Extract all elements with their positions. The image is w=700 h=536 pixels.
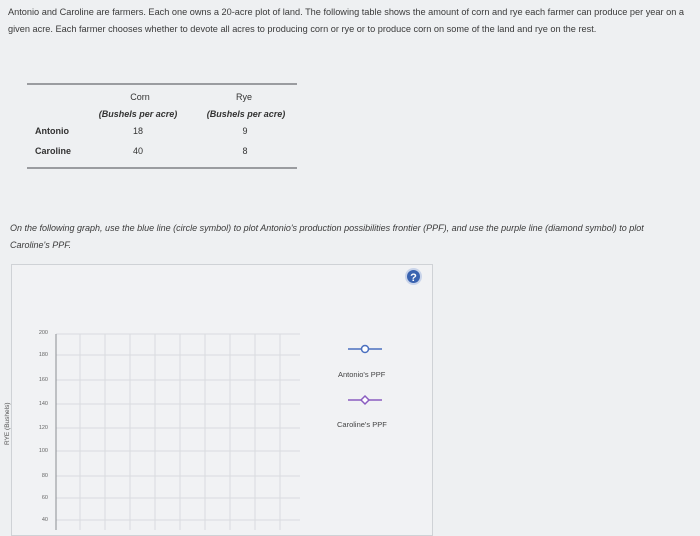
caroline-corn: 40: [132, 146, 143, 156]
row-label-antonio: Antonio: [35, 126, 69, 136]
y-tick-140: 140: [38, 401, 48, 407]
y-tick-60: 60: [41, 495, 48, 501]
help-icon[interactable]: ?: [405, 268, 422, 285]
y-tick-200: 200: [38, 330, 48, 336]
corn-header: Corn: [130, 92, 150, 102]
caroline-rye: 8: [242, 146, 248, 156]
corn-subheader: (Bushels per acre): [98, 109, 178, 119]
y-tick-100: 100: [38, 448, 48, 454]
rye-header: Rye: [235, 92, 252, 102]
legend-antonio-ppf[interactable]: [344, 341, 386, 357]
legend-label-antonio: Antonio's PPF: [338, 370, 386, 379]
y-tick-40: 40: [41, 517, 48, 523]
y-axis-label: RYE (Bushels): [4, 402, 11, 445]
y-tick-120: 120: [38, 425, 48, 431]
table-top-rule: [27, 83, 297, 85]
y-tick-160: 160: [38, 377, 48, 383]
y-tick-180: 180: [38, 352, 48, 358]
row-label-caroline: Caroline: [35, 146, 72, 156]
table-bottom-rule: [27, 167, 297, 169]
intro-paragraph: Antonio and Caroline are farmers. Each one owns a 20-acre plot of land. The following table shows the amount of corn and rye each farmer can produce per year on a given acre. Each farmer chooses whether to devote all acres to producing corn or rye or to produce corn on some of the land and rye on the rest.: [8, 7, 685, 34]
y-tick-80: 80: [41, 473, 48, 479]
antonio-rye: 9: [242, 126, 248, 136]
graph-instructions: On the following graph, use the blue line (circle symbol) to plot Antonio's production possibilities frontier (PPF), and use the purple line (diamond symbol) to plot Caroline's PPF.: [10, 223, 644, 250]
legend-caroline-ppf[interactable]: [344, 392, 386, 408]
antonio-corn: 18: [132, 126, 143, 136]
legend-label-caroline: Caroline's PPF: [337, 420, 387, 429]
rye-subheader: (Bushels per acre): [206, 109, 286, 119]
